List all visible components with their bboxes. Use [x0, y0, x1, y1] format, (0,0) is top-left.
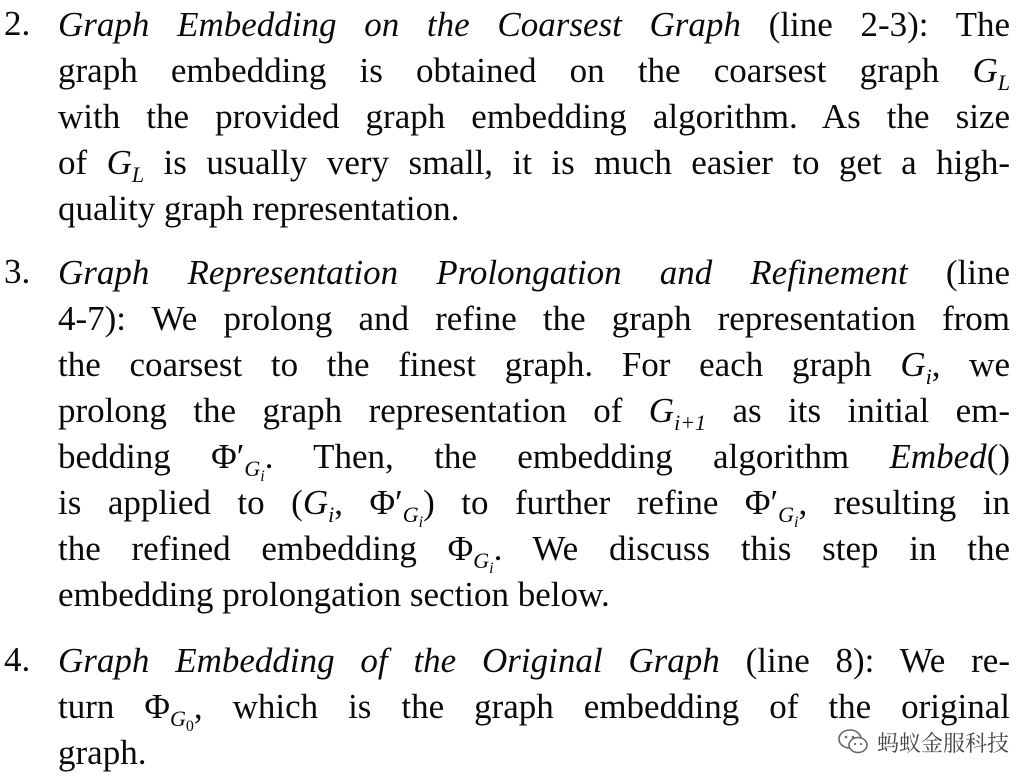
- text-line: quality graph representation.: [58, 189, 460, 228]
- text-line: 4-7): We prolong and refine the graph representation from: [58, 299, 1010, 338]
- text-line: Graph Embedding on the Coarsest Graph (line 2-3): The: [58, 5, 1010, 44]
- text-line: Graph Embedding of the Original Graph (line 8): We re-: [58, 641, 1010, 680]
- watermark: [837, 727, 1009, 757]
- watermark-text: 蚂蚁金服科技: [876, 731, 1009, 757]
- text-line: is applied to ($G_i$, $\Phi'_{G_i}$) to further refine $\Phi'_{G_i}$, resulting in: [58, 483, 1010, 531]
- text-line: Graph Representation Prolongation and Refinement (line: [58, 253, 1010, 292]
- text-line: graph.: [58, 733, 147, 772]
- text-line: turn $\Phi_{G_0}$, which is the graph embedding of the original: [58, 687, 1010, 735]
- text-line: embedding prolongation section below.: [58, 575, 610, 614]
- item-title: Graph Embedding on the Coarsest Graph: [58, 5, 741, 44]
- text-line: prolong the graph representation of $G_{i+1}$ as its initial em-: [58, 391, 1010, 435]
- text-line: of $G_L$ is usually very small, it is much easier to get a high-: [58, 143, 1010, 187]
- item-title: Graph Representation Prolongation and Refinement: [58, 253, 908, 292]
- item-number: 3.: [4, 252, 31, 291]
- text-line: with the provided graph embedding algorithm. As the size: [58, 97, 1010, 136]
- text-line: graph embedding is obtained on the coarsest graph $G_L$: [58, 51, 1010, 95]
- item-number: 2.: [4, 4, 31, 43]
- text-line: the refined embedding $\Phi_{G_i}$. We discuss this step in the: [58, 529, 1011, 577]
- wechat-icon: [837, 728, 869, 756]
- text-line: bedding $\Phi'_{G_i}$. Then, the embedding algorithm Embed(): [58, 437, 1010, 485]
- text-line: the coarsest to the finest graph. For each graph $G_i$, we: [58, 345, 1010, 389]
- item-title: Graph Embedding of the Original Graph: [58, 641, 720, 680]
- item-number: 4.: [4, 640, 31, 679]
